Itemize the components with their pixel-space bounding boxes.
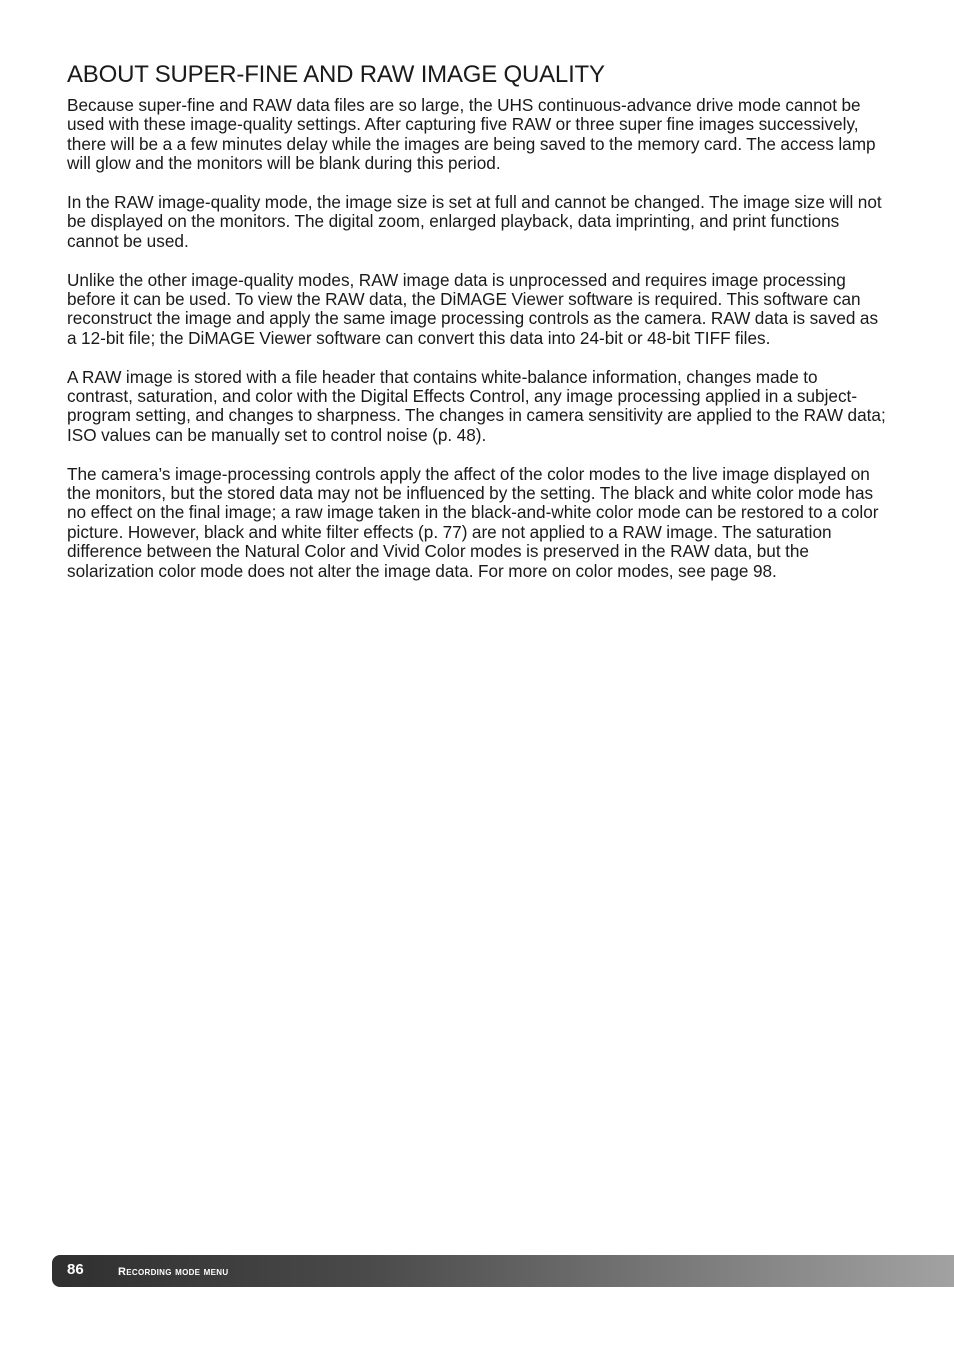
footer-bar [52, 1255, 954, 1287]
paragraph-drive-mode: Because super-fine and RAW data files are so large, the UHS continuous-advance drive mode cannot be used with these image-quality settings. After capturing five RAW or three super fine images successively, there will be a a few minutes delay while the images are being saved to the memory card. The access lamp will glow and the monitors will be blank during this period. [67, 95, 876, 174]
paragraph-raw-processing: Unlike the other image-quality modes, RAW image data is unprocessed and requires image processing before it can be used. To view the RAW data, the DiMAGE Viewer software is required. This software can reconstruct the image and apply the same image processing controls as the camera. RAW data is saved as a 12-bit file; the DiMAGE Viewer software can convert this data into 24-bit or 48-bit TIFF files. [67, 269, 879, 348]
page-content [67, 58, 887, 600]
paragraph-image-size: In the RAW image-quality mode, the image size is set at full and cannot be changed. The image size will not be displayed on the monitors. The digital zoom, enlarged playback, data imprinting, and print functions cannot be used. [67, 192, 882, 251]
section-label: recording mode menu [118, 1262, 229, 1279]
page-number: 86 [67, 1261, 84, 1278]
paragraph-file-header: A RAW image is stored with a file header that contains white-balance information, changes made to contrast, saturation, and color with the Digital Effects Control, any image processing applied in a subject-program setting, and changes to sharpness. The changes in camera sensitivity are applied to the RAW data; ISO values can be manually set to control noise (p. 48). [67, 366, 886, 445]
page-heading: ABOUT SUPER-FINE AND RAW IMAGE QUALITY [67, 61, 605, 88]
paragraph-color-modes: The camera’s image-processing controls apply the affect of the color modes to the live image displayed on the monitors, but the stored data may not be influenced by the setting. The black and white color mode has no effect on the final image; a raw image taken in the black-and-white color mode can be restored to a color picture. However, black and white filter effects (p. 77) are not applied to a RAW image. The saturation difference between the Natural Color and Vivid Color modes is preserved in the RAW data, but the solarization color mode does not alter the image data. For more on color modes, see page 98. [67, 463, 879, 581]
